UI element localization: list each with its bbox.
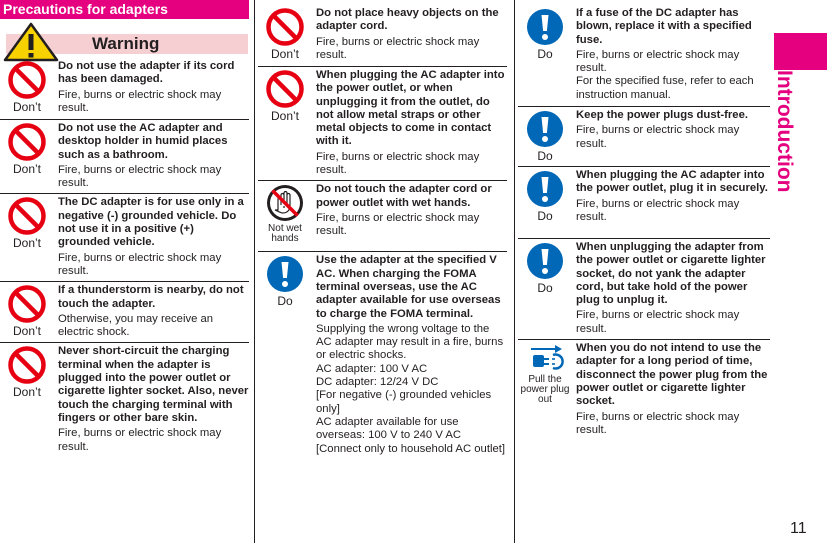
precaution-title: Do not use the AC adapter and desktop holder in humid places such as a bathroom. bbox=[58, 122, 228, 161]
exclamation-icon bbox=[260, 254, 310, 307]
warning-label: Warning bbox=[92, 34, 160, 53]
precaution-body: Fire, burns or electric shock may result. bbox=[576, 197, 740, 223]
icon-label: Not wet hands bbox=[268, 223, 302, 245]
precaution-item bbox=[0, 343, 249, 463]
side-tab-marker bbox=[774, 33, 827, 70]
exclamation-icon bbox=[520, 7, 570, 60]
precaution-body: AC adapter available for use overseas: 100 V to 240 V AC bbox=[316, 415, 462, 442]
precaution-item bbox=[518, 239, 770, 340]
exclamation-icon bbox=[520, 109, 570, 162]
column-3 bbox=[518, 0, 770, 450]
precaution-item bbox=[258, 181, 507, 252]
precaution-title: Do not use the adapter if its cord has been damaged. bbox=[58, 60, 235, 86]
icon-label: Don’t bbox=[270, 47, 299, 61]
precaution-body: Fire, burns or electric shock may result. bbox=[58, 251, 222, 277]
precaution-title: If a thunderstorm is nearby, do not touch the adapter. bbox=[58, 284, 244, 310]
precaution-body: DC adapter: 12/24 V DC bbox=[316, 376, 439, 389]
prohibited-icon bbox=[2, 345, 52, 398]
precaution-body: Fire, burns or electric shock may result. bbox=[576, 309, 740, 335]
precaution-body: Fire, burns or electric shock may result. bbox=[576, 48, 740, 75]
side-tab-text: Introduction bbox=[773, 70, 796, 193]
precaution-item bbox=[0, 58, 249, 120]
precaution-body: Fire, burns or electric shock may result. bbox=[58, 163, 222, 190]
precaution-body: Fire, burns or electric shock may result. bbox=[576, 124, 740, 150]
prohibited-icon bbox=[2, 122, 52, 175]
precaution-body: Fire, burns or electric shock may result. bbox=[576, 410, 740, 436]
precaution-item bbox=[0, 194, 249, 282]
exclamation-icon bbox=[520, 169, 570, 222]
col2-items bbox=[258, 5, 507, 492]
precaution-body: Supplying the wrong voltage to the AC adapter may result in a fire, burns or electric shocks. bbox=[316, 322, 504, 362]
icon-label: Pull the power plug out bbox=[520, 374, 570, 406]
precaution-item bbox=[518, 167, 770, 239]
col1-items bbox=[0, 58, 249, 463]
precaution-title: When you do not intend to use the adapter for a long period of time, disconnect the power plug from the power outlet or cigarette lighter socket. bbox=[576, 342, 768, 408]
icon-label: Do bbox=[537, 47, 553, 61]
column-divider bbox=[254, 0, 255, 543]
icon-label: Do bbox=[537, 209, 553, 223]
precaution-body: Fire, burns or electric shock may result. bbox=[58, 427, 222, 453]
precaution-title: The DC adapter is for use only in a negative (-) grounded vehicle. Do not use it in a positive (+) grounded vehicle. bbox=[58, 196, 244, 249]
column-divider bbox=[514, 0, 515, 543]
column-1 bbox=[0, 0, 249, 463]
precaution-title: Use the adapter at the specified V AC. When charging the FOMA terminal overseas, use the AC adapter available for use overseas to charge the FOMA terminal. bbox=[316, 254, 501, 320]
precaution-title: When plugging the AC adapter into the power outlet, plug it in securely. bbox=[576, 169, 768, 195]
icon-label: Don’t bbox=[270, 109, 299, 123]
warning-banner bbox=[0, 30, 249, 58]
precaution-body: [For negative (-) grounded vehicles only] bbox=[316, 389, 492, 415]
warning-triangle-icon bbox=[3, 22, 59, 62]
precaution-body: Fire, burns or electric shock may result. bbox=[316, 35, 480, 61]
precaution-title: Do not place heavy objects on the adapter cord. bbox=[316, 7, 499, 33]
no-wet-hands-icon bbox=[260, 183, 310, 244]
icon-label: Do bbox=[537, 281, 553, 295]
icon-label: Don’t bbox=[12, 100, 41, 114]
precaution-item bbox=[258, 252, 507, 492]
prohibited-icon bbox=[2, 60, 52, 113]
precaution-title: Keep the power plugs dust-free. bbox=[576, 109, 748, 121]
section-title: Precautions for adapters bbox=[0, 0, 249, 19]
precaution-item bbox=[258, 5, 507, 67]
column-2 bbox=[258, 0, 507, 492]
precaution-title: When plugging the AC adapter into the power outlet, or when unplugging it from the outlet, do not allow metal straps or other metal objects to come in contact with it. bbox=[316, 69, 505, 148]
precaution-item bbox=[518, 107, 770, 167]
precaution-body: Fire, burns or electric shock may result. bbox=[58, 88, 222, 114]
precaution-title: Do not touch the adapter cord or power outlet with wet hands. bbox=[316, 183, 492, 209]
precaution-item bbox=[258, 67, 507, 181]
precaution-body: Fire, burns or electric shock may result. bbox=[316, 211, 480, 238]
icon-label: Don’t bbox=[12, 324, 41, 339]
icon-label: Do bbox=[537, 149, 553, 163]
side-tab-label bbox=[773, 70, 811, 193]
col3-items bbox=[518, 5, 770, 450]
precaution-item bbox=[0, 282, 249, 343]
precaution-body: AC adapter: 100 V AC bbox=[316, 362, 428, 375]
icon-label: Do bbox=[277, 294, 293, 309]
exclamation-icon bbox=[520, 241, 570, 294]
pull-plug-icon bbox=[520, 342, 570, 405]
precaution-body: For the specified fuse, refer to each instruction manual. bbox=[576, 75, 754, 101]
precaution-body: Otherwise, you may receive an electric shock. bbox=[58, 312, 214, 339]
precaution-title: If a fuse of the DC adapter has blown, replace it with a specified fuse. bbox=[576, 7, 752, 46]
icon-label: Don’t bbox=[12, 385, 41, 400]
precaution-item bbox=[518, 340, 770, 450]
page-number: 11 bbox=[790, 520, 807, 537]
precaution-body: Fire, burns or electric shock may result. bbox=[316, 150, 480, 177]
precaution-body: [Connect only to household AC outlet] bbox=[316, 442, 506, 455]
prohibited-icon bbox=[2, 196, 52, 249]
precaution-title: When unplugging the adapter from the power outlet or cigarette lighter socket, do not yank the adapter cord, but take hold of the power plug to unplug it. bbox=[576, 241, 766, 307]
icon-label: Don’t bbox=[12, 236, 41, 251]
prohibited-icon bbox=[260, 69, 310, 122]
icon-label: Don’t bbox=[12, 162, 41, 176]
precaution-title: Never short-circuit the charging terminal when the adapter is plugged into the power outlet or cigarette lighter socket. Also, never touch the charging terminal with fingers or other bare skin. bbox=[58, 345, 249, 424]
precaution-item bbox=[0, 120, 249, 194]
prohibited-icon bbox=[2, 284, 52, 337]
prohibited-icon bbox=[260, 7, 310, 60]
precaution-item bbox=[518, 5, 770, 107]
